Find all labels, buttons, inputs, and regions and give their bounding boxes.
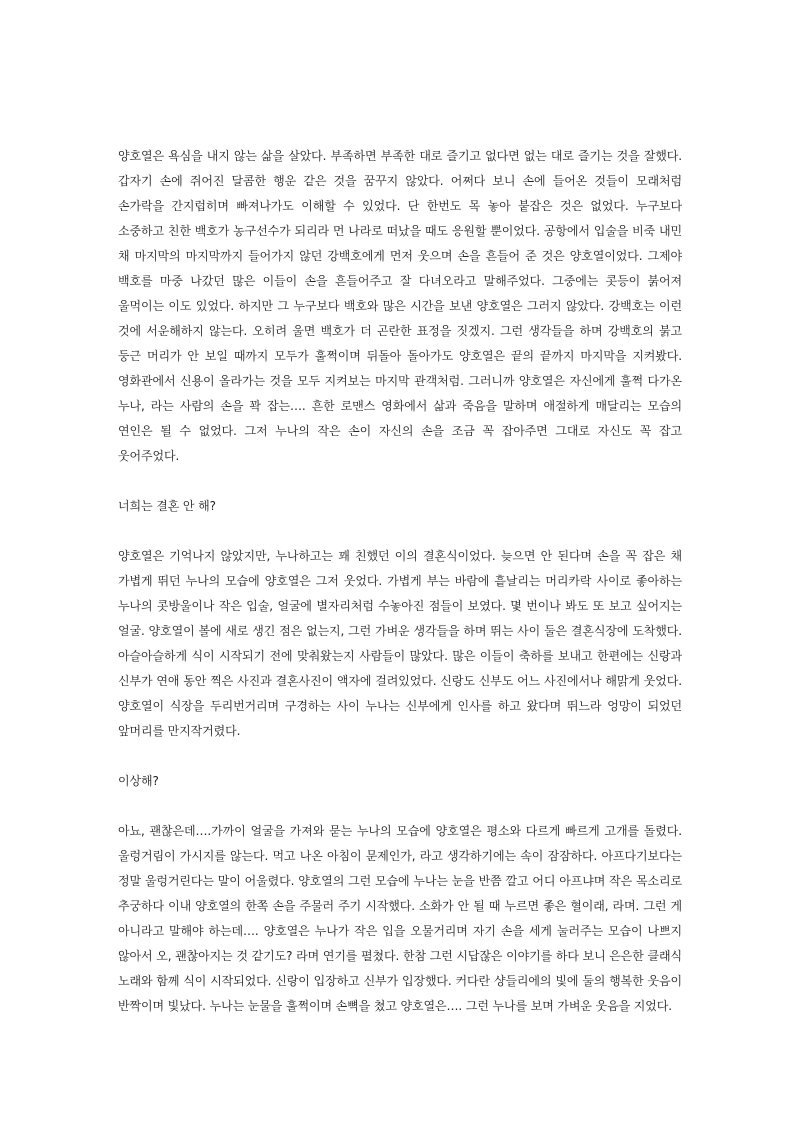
paragraph-gap — [118, 519, 682, 544]
dialogue-line-marriage-question: 너희는 결혼 안 해? — [118, 499, 216, 513]
paragraph-gap — [118, 469, 682, 494]
paragraph-gap — [118, 794, 682, 819]
paragraph-wedding-arrival: 양호열은 기억나지 않았지만, 누나하고는 꽤 친했던 이의 결혼식이었다. 늦으면 안 된다며 손을 꼭 잡은 채 가볍게 뛰던 누나의 모습에 양호열은 그저 웃었다. 가볍게 부는 바람에 흩날리는 머리카락 사이로 좋아하는 누나의 콧방울이나 작은 입술, 얼굴에 별자리처럼 수놓아진 점들이 보였다. 몇 번이나 봐도 또 보고 싶어지는 얼굴. 양호열이 볼에 새로 생긴 점은 없는지, 그런 가벼운 생각들을 하며 뛰는 사이 둘은 결혼식장에 도착했다. 아슬아슬하게 식이 시작되기 전에 맞춰왔는지 사람들이 많았다. 많은 이들이 축하를 보내고 한편에는 신랑과 신부가 연애 동안 찍은 사진과 결혼사진이 액자에 걸려있었다. 신랑도 신부도 어느 사진에서나 해맑게 웃었다. 양호열이 식장을 두리번거리며 구경하는 사이 누나는 신부에게 인사를 하고 왔다며 뛰느라 엉망이 되었던 앞머리를 만지작거렸다. — [118, 549, 682, 738]
paragraph-ceremony: 아뇨, 괜찮은데….가까이 얼굴을 가져와 묻는 누나의 모습에 양호열은 평소와 다르게 빠르게 고개를 돌렸다. 울렁거림이 가시지를 않는다. 먹고 나온 아침이 문제인가, 라고 생각하기에는 속이 잠잠하다. 아프다기보다는 정말 울렁거린다는 말이 어울렸다. 양호열의 그런 모습에 누나는 눈을 반쯤 깔고 어디 아프냐며 작은 목소리로 추궁하다 이내 양호열의 한쪽 손을 주물러 주기 시작했다. 소화가 안 될 때 누르면 좋은 혈이래, 라며. 그런 게 아니라고 말해야 하는데…. 양호열은 누나가 작은 입을 오물거리며 자기 손을 세게 눌러주는 모습이 나쁘지 않아서 오, 괜찮아지는 것 같기도? 라며 연기를 펼쳤다. 한참 그런 시답잖은 이야기를 하다 보니 은은한 클래식 노래와 함께 식이 시작되었다. 신랑이 입장하고 신부가 입장했다. 커다란 샹들리에의 빛에 둘의 행복한 웃음이 반짝이며 빛났다. 누나는 눈물을 훌쩍이며 손뼉을 쳤고 양호열은…. 그런 누나를 보며 가벼운 웃음을 지었다. — [118, 824, 682, 1013]
dialogue-line-strange: 이상해? — [118, 774, 159, 788]
paragraph-farewell: 양호열은 욕심을 내지 않는 삶을 살았다. 부족하면 부족한 대로 즐기고 없다면 없는 대로 즐기는 것을 잘했다. 갑자기 손에 쥐어진 달콤한 행운 같은 것을 꿈꾸지 않았다. 어쩌다 보니 손에 들어온 것들이 모래처럼 손가락을 간지럽히며 빠져나가도 이해할 수 있었다. 단 한번도 목 놓아 붙잡은 것은 없었다. 누구보다 소중하고 친한 백호가 농구선수가 되리라 먼 나라로 떠났을 때도 응원할 뿐이었다. 공항에서 입술을 비죽 내민 채 마지막의 마지막까지 들어가지 않던 강백호에게 먼저 웃으며 손을 흔들어 준 것은 양호열이었다. 그제야 백호를 마중 나갔던 많은 이들이 손을 흔들어주고 잘 다녀오라고 말해주었다. 그중에는 콧등이 붉어져 울먹이는 이도 있었다. 하지만 그 누구보다 백호와 많은 시간을 보낸 양호열은 그러지 않았다. 강백호는 이런 것에 서운해하지 않는다. 오히려 울면 백호가 더 곤란한 표정을 짓겠지. 그런 생각들을 하며 강백호의 붉고 둥근 머리가 안 보일 때까지 모두가 훌쩍이며 뒤돌아 돌아가도 양호열은 끝의 끝까지 마지막을 지켜봤다. 영화관에서 신용이 올라가는 것을 모두 지켜보는 마지막 관객처럼. 그러니까 양호열은 자신에게 훌쩍 다가온 누나, 라는 사람의 손을 꽉 잡는…. 흔한 로맨스 영화에서 삶과 죽음을 말하며 애절하게 매달리는 모습의 연인은 될 수 없었다. 그저 누나의 작은 손이 자신의 손을 조금 꼭 잡아주면 그대로 자신도 꼭 잡고 웃어주었다. — [118, 149, 682, 463]
paragraph-gap — [118, 744, 682, 769]
document-body — [118, 144, 682, 1019]
